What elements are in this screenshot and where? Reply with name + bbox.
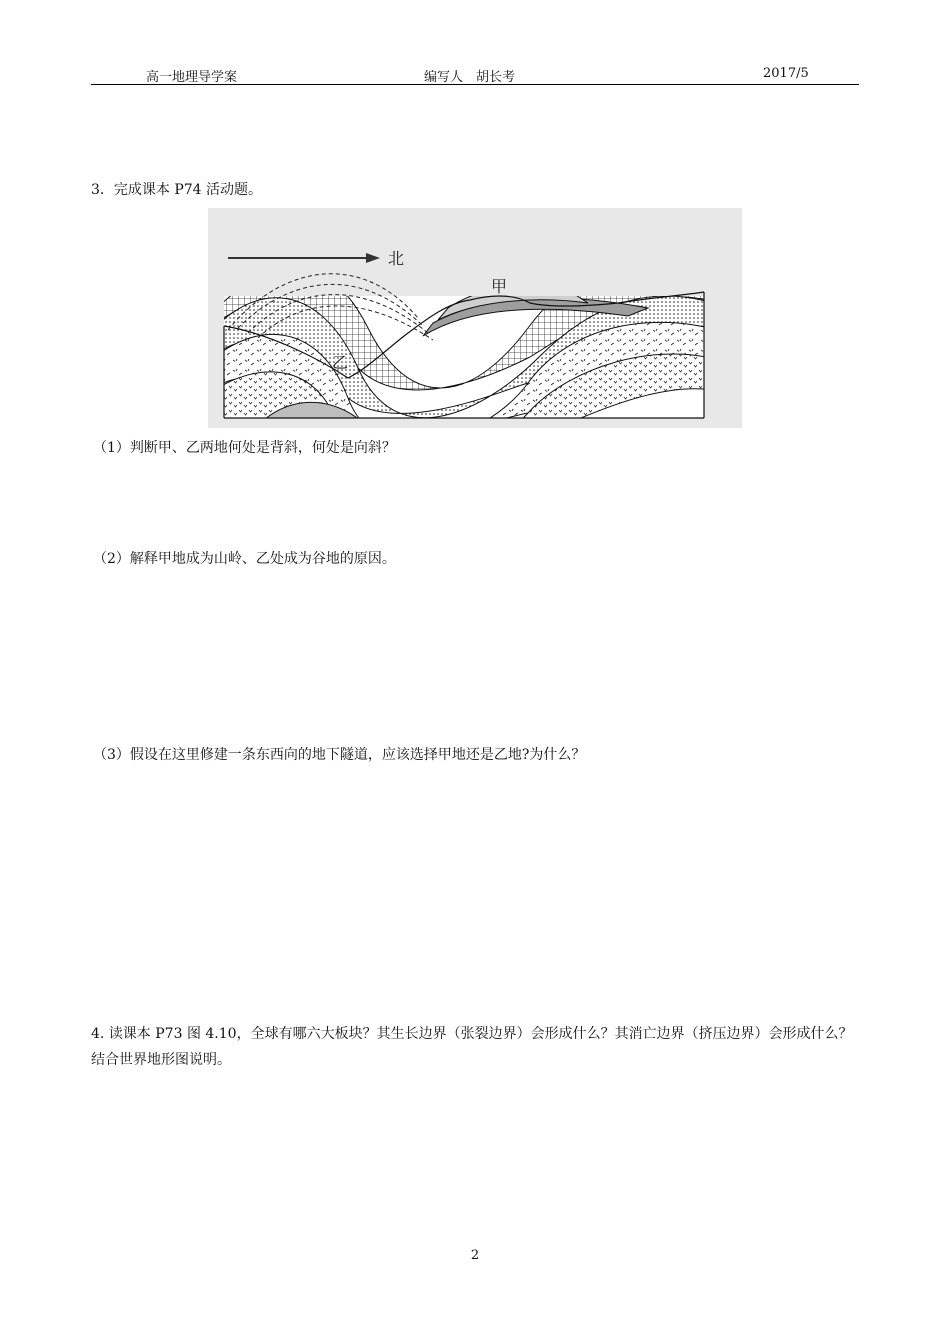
label-yi: 乙 (332, 353, 349, 372)
question-3-sub-2: （2）解释甲地成为山岭、乙处成为谷地的原因。 (93, 551, 396, 567)
question-4: 4. 读课本 P73 图 4.10，全球有哪六大板块？其生长边界（张裂边界）会形成什么？其消亡边界（挤压边界）会形成什么？结合世界地形图说明。 (91, 1026, 853, 1068)
header-course-title: 高一地理导学案 (146, 70, 238, 85)
label-jia: 甲 (491, 277, 508, 296)
north-arrow (228, 253, 380, 263)
question-3-sub-1: （1）判断甲、乙两地何处是背斜，何处是向斜？ (93, 440, 396, 456)
page-number: 2 (470, 1248, 480, 1263)
page-header (91, 66, 859, 85)
north-label: 北 (388, 249, 405, 268)
header-date: 2017/5 (763, 66, 809, 81)
question-3-title: 3．完成课本 P74 活动题。 (91, 182, 263, 198)
fold-structure-figure (208, 208, 742, 428)
question-3-sub-3: （3）假设在这里修建一条东西向的地下隧道，应该选择甲地还是乙地?为什么？ (93, 747, 586, 763)
header-author: 编写人 胡长考 (424, 70, 516, 85)
fold-structure-diagram (208, 208, 742, 428)
